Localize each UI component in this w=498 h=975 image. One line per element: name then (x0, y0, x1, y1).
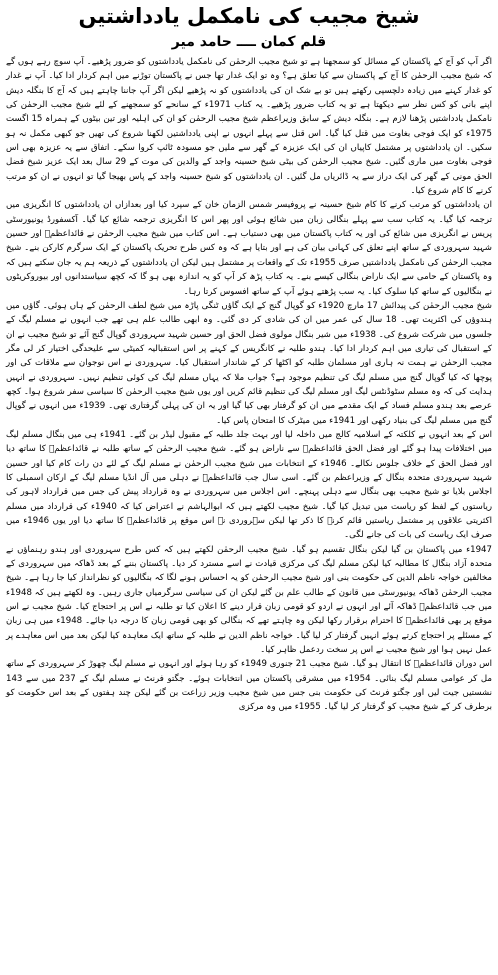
article-byline: قلم کمان ــــ حامد میر (171, 34, 327, 50)
article-paragraph: 1947ء میں پاکستان بن گیا لیکن بنگال تقسیم ہو گیا۔ شیخ مجیب الرحمٰن لکھتے ہیں کہ کس طرح سہروردی اور ہندو رہنماؤں نے متحدہ آزاد بنگال کا مطالبہ کیا لیکن مسلم لیگ کی مرکزی قیادت نے اسے مسترد کر دیا۔ پاکستان بننے کے بعد ڈھاکہ میں سہروردی کے مخالفین خواجہ ناظم الدین کی حکومت بنی اور شیخ مجیب الرحمٰن کو یہ احساس ہونے لگا کہ بنگالیوں کو نظرانداز کیا جا رہا ہے۔ شیخ مجیب الرحمٰن ڈھاکہ یونیورسٹی میں قانون کے طالب علم بن گئے لیکن ان کی سیاسی سرگرمیاں جاری رہیں۔ وہ لکھتے ہیں کہ 1948ء میں جب قائداعظمؒ ڈھاکہ آئے اور انہوں نے اردو کو قومی زبان قرار دینے کا اعلان کیا تو طلبہ نے اس پر احتجاج کیا۔ شیخ مجیب نے اس موقع پر بھی قائداعظمؒ کا احترام برقرار رکھا لیکن وہ چاہتے تھے کہ بنگالی کو بھی قومی زبان کا درجہ دیا جائے۔ 1948ء میں ہی زبان کے مسئلے پر احتجاج کرتے ہوئے انہیں گرفتار کر لیا گیا۔ خواجہ ناظم الدین نے طلبہ کے ساتھ ایک معاہدہ کیا لیکن بعد میں اس معاہدے پر عمل نہیں ہوا اور شیخ مجیب نے اس پر سخت ردعمل ظاہر کیا۔ (6, 544, 492, 656)
article-headline: شیخ مجیب کی نامکمل یادداشتیں (78, 4, 420, 28)
article-paragraph: اس کے بعد انہوں نے کلکتہ کے اسلامیہ کالج میں داخلہ لیا اور بہت جلد طلبہ کے مقبول لیڈر بن گئے۔ 1941ء ہی میں بنگال مسلم لیگ میں اختلافات پیدا ہو گئے اور فضل الحق قائداعظمؒ سے ناراض ہو گئے۔ شیخ مجیب الرحمٰن کے ساتھ طلبہ نے قائداعظمؒ کا ساتھ دیا اور فضل الحق کے خلاف جلوس نکالے۔ 1946ء کے انتخابات میں شیخ مجیب الرحمٰن نے مسلم لیگ کے لئے دن رات کام کیا اور حسین شہید سہروردی متحدہ بنگال کے وزیراعظم بن گئے۔ اسی سال جب قائداعظمؒ نے دہلی میں آل انڈیا مسلم لیگ کے ارکان اسمبلی کا اجلاس بلایا تو شیخ مجیب بھی بنگال سے دہلی پہنچے۔ اس اجلاس میں سہروردی نے وہ قرارداد پیش کی جس میں قرارداد لاہور کی ریاستوں کے لفظ کو ریاست میں تبدیل کیا گیا۔ شیخ مجیب لکھتے ہیں کہ ابوالہاشم نے اعتراض کیا کہ 1940ء کی قرارداد میں مسلم اکثریتی علاقوں پر مشتمل ریاستیں قائم کرنے کا ذکر تھا لیکن سہروردی نے اس موقع پر قائداعظمؒ کا ساتھ دیا اور یوں 1946ء میں صرف ایک ریاست کی بات کی جانے لگی۔ (6, 429, 493, 541)
article-paragraph: اس دوران قائداعظمؒ کا انتقال ہو گیا۔ شیخ مجیب 21 جنوری 1949ء کو رہا ہوئے اور انہوں نے مسلم لیگ چھوڑ کر سہروردی کے ساتھ مل کر عوامی مسلم لیگ بنائی۔ 1954ء میں مشرقی پاکستان میں انتخابات ہوئے۔ جگتو فرنٹ نے مسلم لیگ کے 237 میں سے 143 نشستیں جیت لیں اور جگتو فرنٹ کی حکومت بنی جس میں شیخ مجیب وزیر زراعت بن گئے لیکن چند ہفتوں کے بعد اس حکومت کو برطرف کر کے شیخ مجیب کو گرفتار کر لیا گیا۔ 1955ء میں وہ مرکزی (6, 659, 492, 713)
article-paragraph: ان یادداشتوں کو مرتب کرنے کا کام شیخ حسینہ نے پروفیسر شمس الزمان خان کے سپرد کیا اور بعدازاں ان یادداشتوں کا انگریزی میں ترجمہ کیا گیا۔ یہ کتاب سب سے پہلے بنگالی زبان میں شائع ہوئی اور پھر اس کا انگریزی ترجمہ شائع کیا گیا۔ آکسفورڈ یونیورسٹی پریس نے انگریزی میں شائع کی اور یہ کتاب پاکستان میں بھی دستیاب ہے۔ اس کتاب میں شیخ مجیب الرحمٰن نے قائداعظمؒ اور حسین شہید سہروردی کے ساتھ اپنے تعلق کی کہانی بیان کی ہے اور بتایا ہے کہ وہ کس طرح تحریک پاکستان کے ایک سرگرم کارکن بنے۔ شیخ مجیب الرحمٰن کی نامکمل یادداشتیں صرف 1955ء تک کے واقعات پر مشتمل ہیں لیکن ان یادداشتوں کے ذریعہ ہم یہ جان سکتے ہیں کہ وہ پاکستان کے حامی سے ایک ناراض بنگالی کیسے بنے۔ یہ کتاب پڑھ کر آپ کو یہ اندازہ بھی ہو گا کہ کچھ سیاستدانوں اور بیوروکریٹوں نے بنگالیوں کے ساتھ کیا سلوک کیا۔ یہ سب پڑھتے ہوئے آپ کے ساتھ افسوس کرتا رہا۔ (6, 200, 492, 297)
article-paragraph: اگر آپ کو آج کے پاکستان کے مسائل کو سمجھنا ہے تو شیخ مجیب الرحمٰن کی نامکمل یادداشتوں کو ضرور پڑھیے۔ آپ سوچ رہے ہوں گے کہ شیخ مجیب الرحمٰن کا آج کے پاکستان سے کیا تعلق ہے؟ وہ تو ایک غدار تھا جس نے پاکستان توڑنے میں اہم کردار ادا کیا۔ آپ نے غدار کو غدار کہنے میں زیادہ دلچسپی رکھتے ہیں تو بے شک ان کی یادداشتوں کو نہ پڑھیے لیکن اگر آپ جاننا چاہتے ہیں کہ آج کا بنگلہ دیش اپنے بانی کو کس نظر سے دیکھتا ہے تو یہ کتاب ضرور پڑھیے۔ یہ کتاب 1971ء کے سانحے کو سمجھنے کے لئے شیخ مجیب الرحمٰن کی نامکمل یادداشتیں پڑھنا لازم ہے۔ بنگلہ دیش کے سابق وزیراعظم شیخ مجیب الرحمٰن کو ان کی اہلیہ اور تین بیٹوں کے ہمراہ 15 اگست 1975ء کو ایک فوجی بغاوت میں قتل کیا گیا۔ اس قتل سے پہلے انہوں نے اپنی یادداشتیں لکھنا شروع کی تھیں جو کبھی مکمل نہ ہو سکیں۔ ان یادداشتوں پر مشتمل کاپیاں ان کی ایک عزیزہ کے گھر سے ملیں جو مسودہ ٹائپ کروا سکے۔ اتفاق سے یہ عزیزہ بھی اس فوجی بغاوت میں ماری گئیں۔ شیخ مجیب الرحمٰن کی بیٹی شیخ حسینہ واجد کے والدین کی موت کے 29 سال بعد ایک عزیز شیخ فضل الحق مونی کے گھر کی ایک دراز سے یہ ڈائریاں مل گئیں۔ ان یادداشتوں کو شیخ حسینہ واجد کے پاس بھیجا گیا تو انہوں نے ان کو مرتب کرنے کا کام شروع کیا۔ (6, 57, 493, 197)
article-body (6, 55, 492, 715)
article-paragraph: شیخ مجیب الرحمٰن کی پیدائش 17 مارچ 1920ء کو گوپال گنج کے ایک گاؤں ٹنگی پاڑہ میں شیخ لطف الرحمٰن کے ہاں ہوئی۔ گاؤں میں ہندوؤں کی اکثریت تھی۔ 18 سال کی عمر میں ان کی شادی کر دی گئی۔ وہ ابھی طالب علم ہی تھے جب انہوں نے مسلم لیگ کے جلسوں میں شرکت شروع کی۔ 1938ء میں شیر بنگال مولوی فضل الحق اور حسین شہید سہروردی گوپال گنج آئے تو شیخ مجیب نے ان کے استقبال کی تیاری میں اہم کردار ادا کیا۔ ہندو طلبہ نے کانگریس کے کہنے پر اس استقبالیہ کمیٹی سے علیحدگی اختیار کر لی مگر مجیب الرحمٰن نے ہمت نہ ہاری اور مسلمان طلبہ کو اکٹھا کر کے شاندار استقبال کیا۔ سہروردی نے اس نوجوان سے ملاقات کی اور پوچھا کہ کیا گوپال گنج میں مسلم لیگ کی تنظیم موجود ہے؟ جواب ملا کہ یہاں مسلم لیگ کی کوئی تنظیم نہیں۔ سہروردی نے انہیں ہدایت کی کہ وہ مسلم سٹوڈنٹس لیگ اور مسلم لیگ کی تنظیم قائم کریں اور یوں شیخ مجیب الرحمٰن کا سیاسی سفر شروع ہوا۔ کچھ عرصے بعد ہندو مسلم فساد کے ایک مقدمے میں ان کو گرفتار بھی کیا گیا اور یہ ان کی پہلی گرفتاری تھی۔ 1939ء میں انہوں نے گوپال گنج میں مسلم لیگ کی بنیاد رکھی اور 1941ء میں میٹرک کا امتحان پاس کیا۔ (6, 300, 493, 426)
